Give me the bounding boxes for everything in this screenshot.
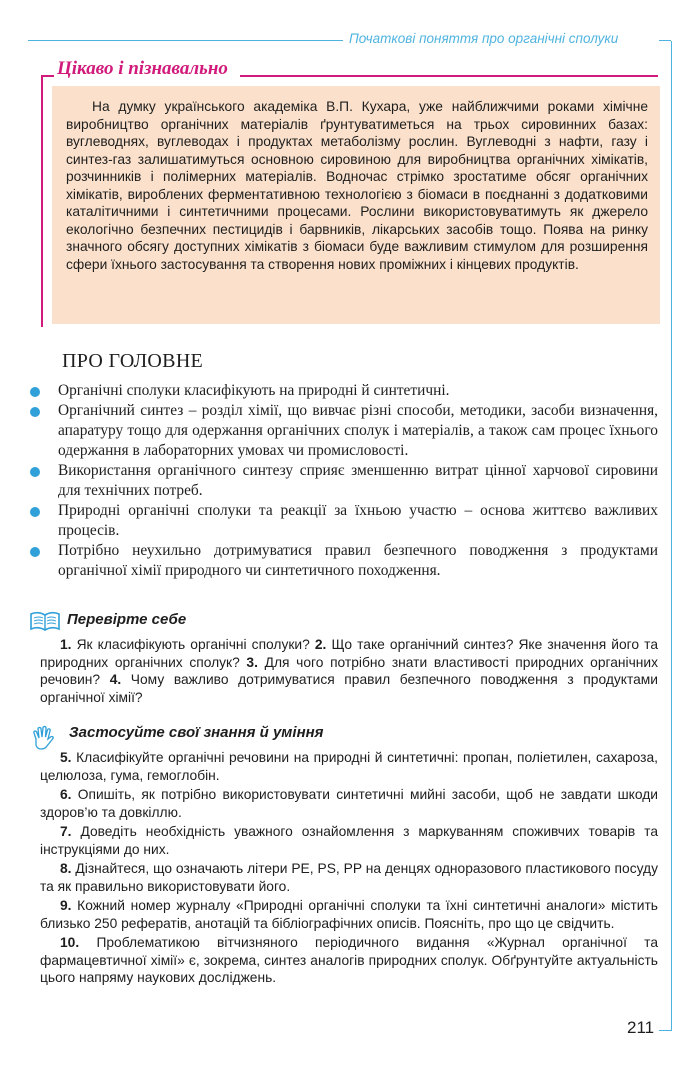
- apply-title: Застосуйте свої знання й уміння: [69, 724, 324, 741]
- header-rule-right: [659, 40, 671, 41]
- summary-title: ПРО ГОЛОВНЕ: [62, 350, 204, 372]
- header-rule: [28, 40, 343, 41]
- check-title: Перевірте себе: [67, 611, 187, 628]
- list-item: Використання органічного синтезу сприяє зменшенню витрат цінної харчової сировини для технічних потреб.: [40, 461, 658, 501]
- bullet-icon: [30, 547, 40, 557]
- box-rule-vertical: [41, 75, 43, 327]
- interesting-title: Цікаво і пізнавально: [57, 58, 228, 79]
- task-item: 5. Класифікуйте органічні речовини на природні й синтетичні: пропан, поліетилен, сахароза, целюлоза, гума, гемоглобін.: [40, 750, 658, 783]
- task-item: 10. Проблематикою вітчизняного періодичного видання «Журнал органічної та фармацевтичної хімії» є, зокрема, синтез аналогів природних сполук. Обґрунтуйте актуальність цього напряму наукових досліджень.: [40, 935, 658, 985]
- box-rule-right: [240, 75, 658, 77]
- check-questions: 1. Як класифікують органічні сполуки? 2. Що таке органічний синтез? Яке значення його та природних органічних сполук? 3. Для чого потрібно знати властивості природних органічних речовин? 4. Чому важливо дотримуватися правил безпечного поводження з продуктами органічної хімії?: [40, 637, 658, 705]
- bullet-icon: [30, 387, 40, 397]
- list-item: Природні органічні сполуки та реакції за їхньою участю – основа життєво важливих процесів.: [40, 501, 658, 541]
- bottom-rule: [659, 1030, 671, 1031]
- bullet-icon: [30, 507, 40, 517]
- task-item: 9. Кожний номер журналу «Природні органічні сполуки та їхні синтетичні аналоги» містить близько 250 рефератів, анотацій та бібліографічних описів. Поясніть, про що це свідчить.: [40, 898, 658, 931]
- task-item: 8. Дізнайтеся, що означають літери PE, PS, PP на денцях одноразового пластикового посуду та як правильно використовувати його.: [40, 861, 658, 894]
- side-rule: [671, 41, 672, 1031]
- list-item: Потрібно неухильно дотримуватися правил безпечного поводження з продуктами органічної хімії природного чи синтетичного походження.: [40, 541, 658, 581]
- bullet-icon: [30, 407, 40, 417]
- summary-list: [40, 381, 658, 581]
- apply-tasks: [40, 749, 658, 989]
- task-item: 6. Опишіть, як потрібно використовувати синтетичні мийні засоби, щоб не завдати шкоди здоров’ю та довкіллю.: [40, 787, 658, 820]
- interesting-paragraph: На думку українського академіка В.П. Кухара, уже найближчими роками хімічне виробництво органічних матеріалів ґрунтуватиметься на трьох сировинних базах: вуглеводнях, вуглеводах і продуктах метаболізму рослин. Вуглеводні з нафти, газу і синтез-газ залишатимуться основною сировиною для виробництва органічних хімікатів, розчинників і полімерних матеріалів. Водночас стрімко зростатиме обсяг органічних хімікатів, вироблених ферментативною технологією з біомаси в поєднанні з додатковими каталітичними і синтетичними процесами. Рослини використовуватимуть як джерело екологічно безпечних пестицидів і барвників, лікарських засобів тощо. Поява на ринку значного обсягу доступних хімікатів з біомаси буде важливим стимулом для розширення сфери їхнього застосування та створення нових проміжних і кінцевих продуктів.: [66, 99, 648, 272]
- list-item: Органічні сполуки класифікують на природні й синтетичні.: [40, 381, 658, 401]
- interesting-text: [66, 98, 648, 273]
- page-number: 211: [627, 1018, 655, 1037]
- hand-icon: [30, 725, 56, 751]
- open-book-icon: [29, 611, 61, 631]
- running-header: Початкові поняття про органічні сполуки: [349, 31, 619, 46]
- bullet-icon: [30, 467, 40, 477]
- list-item: Органічний синтез – розділ хімії, що вивчає різні способи, методики, засоби визначення, апаратуру тощо для одержання органічних сполук і матеріалів, а також сам процес їхнього одержання в лабораторних умовах чи промисловості.: [40, 401, 658, 461]
- task-item: 7. Доведіть необхідність уважного ознайомлення з маркуванням споживчих товарів та інструкціями до них.: [40, 824, 658, 857]
